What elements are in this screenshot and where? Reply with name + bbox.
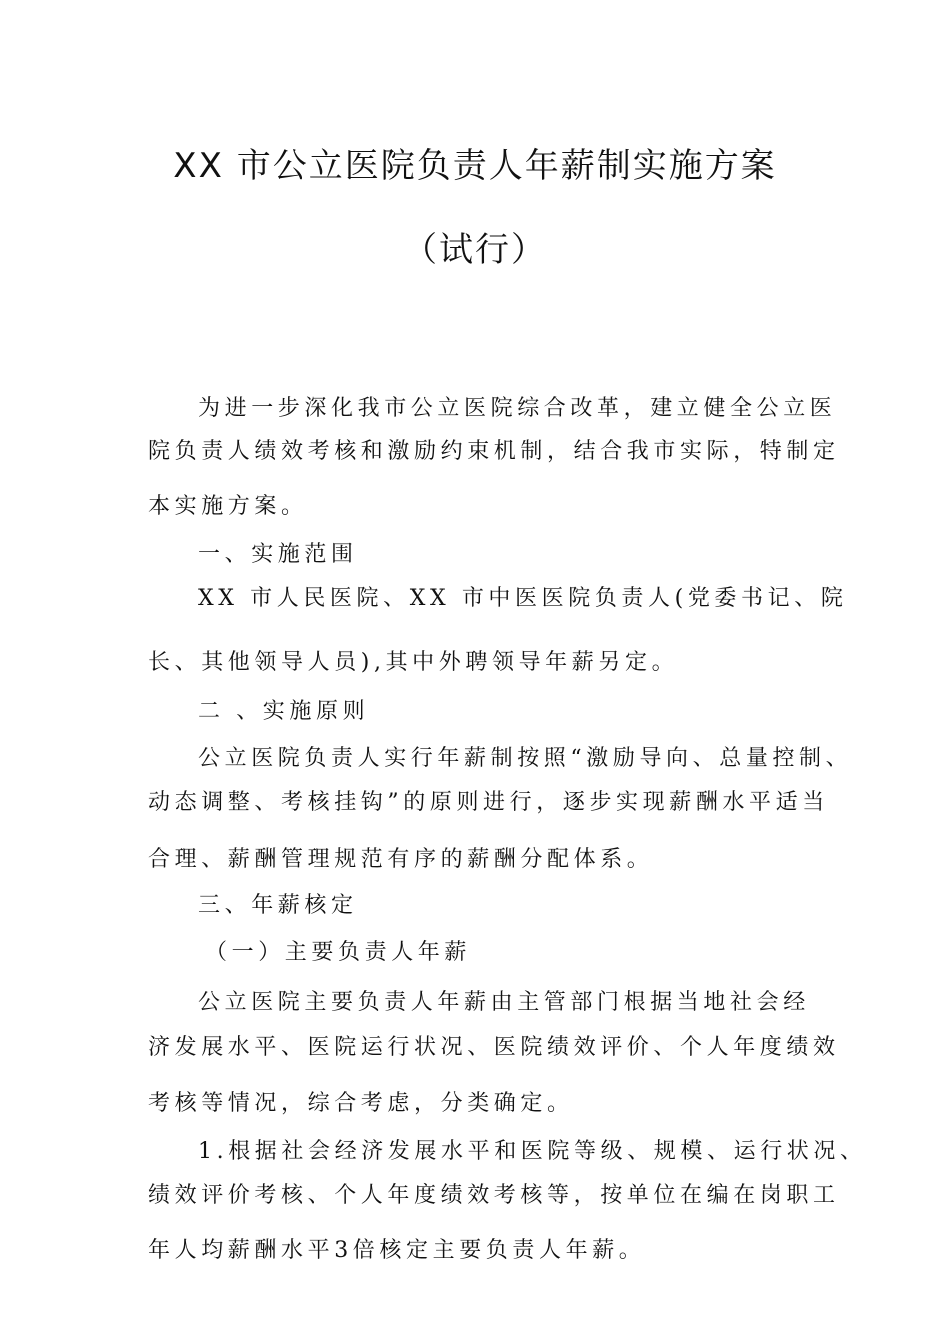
subsection-heading-main-leader: （一）主要负责人年薪	[205, 940, 472, 965]
section-heading-salary: 三、年薪核定	[198, 893, 358, 918]
principles-line-1: 公立医院负责人实行年薪制按照“激励导向、总量控制、	[198, 746, 853, 771]
section-heading-scope: 一、实施范围	[198, 542, 358, 567]
scope-line-2: 长、其他领导人员),其中外聘领导年薪另定。	[148, 650, 679, 675]
scope-line-1: XX 市人民医院、XX 市中医医院负责人(党委书记、院	[198, 586, 848, 611]
document-subtitle: （试行）	[403, 230, 547, 270]
intro-line-3: 本实施方案。	[148, 494, 308, 519]
salary-line-2: 济发展水平、医院运行状况、医院绩效评价、个人年度绩效	[148, 1035, 840, 1060]
section-heading-principles: 二 、实施原则	[198, 699, 370, 724]
principles-line-3: 合理、薪酬管理规范有序的薪酬分配体系。	[148, 847, 654, 872]
salary-line-1: 公立医院主要负责人年薪由主管部门根据当地社会经	[198, 990, 810, 1015]
intro-line-1: 为进一步深化我市公立医院综合改革，建立健全公立医	[198, 396, 837, 421]
item-1-line-2: 绩效评价考核、个人年度绩效考核等，按单位在编在岗职工	[148, 1183, 840, 1208]
document-title: XX 市公立医院负责人年薪制实施方案	[173, 146, 777, 186]
intro-line-2: 院负责人绩效考核和激励约束机制，结合我市实际，特制定	[148, 439, 840, 464]
item-1-line-3: 年人均薪酬水平3倍核定主要负责人年薪。	[148, 1238, 646, 1263]
principles-line-2: 动态调整、考核挂钩”的原则进行，逐步实现薪酬水平适当	[148, 790, 829, 815]
item-1-line-1: 1.根据社会经济发展水平和医院等级、规模、运行状况、	[198, 1139, 867, 1164]
salary-line-3: 考核等情况，综合考虑，分类确定。	[148, 1091, 574, 1116]
